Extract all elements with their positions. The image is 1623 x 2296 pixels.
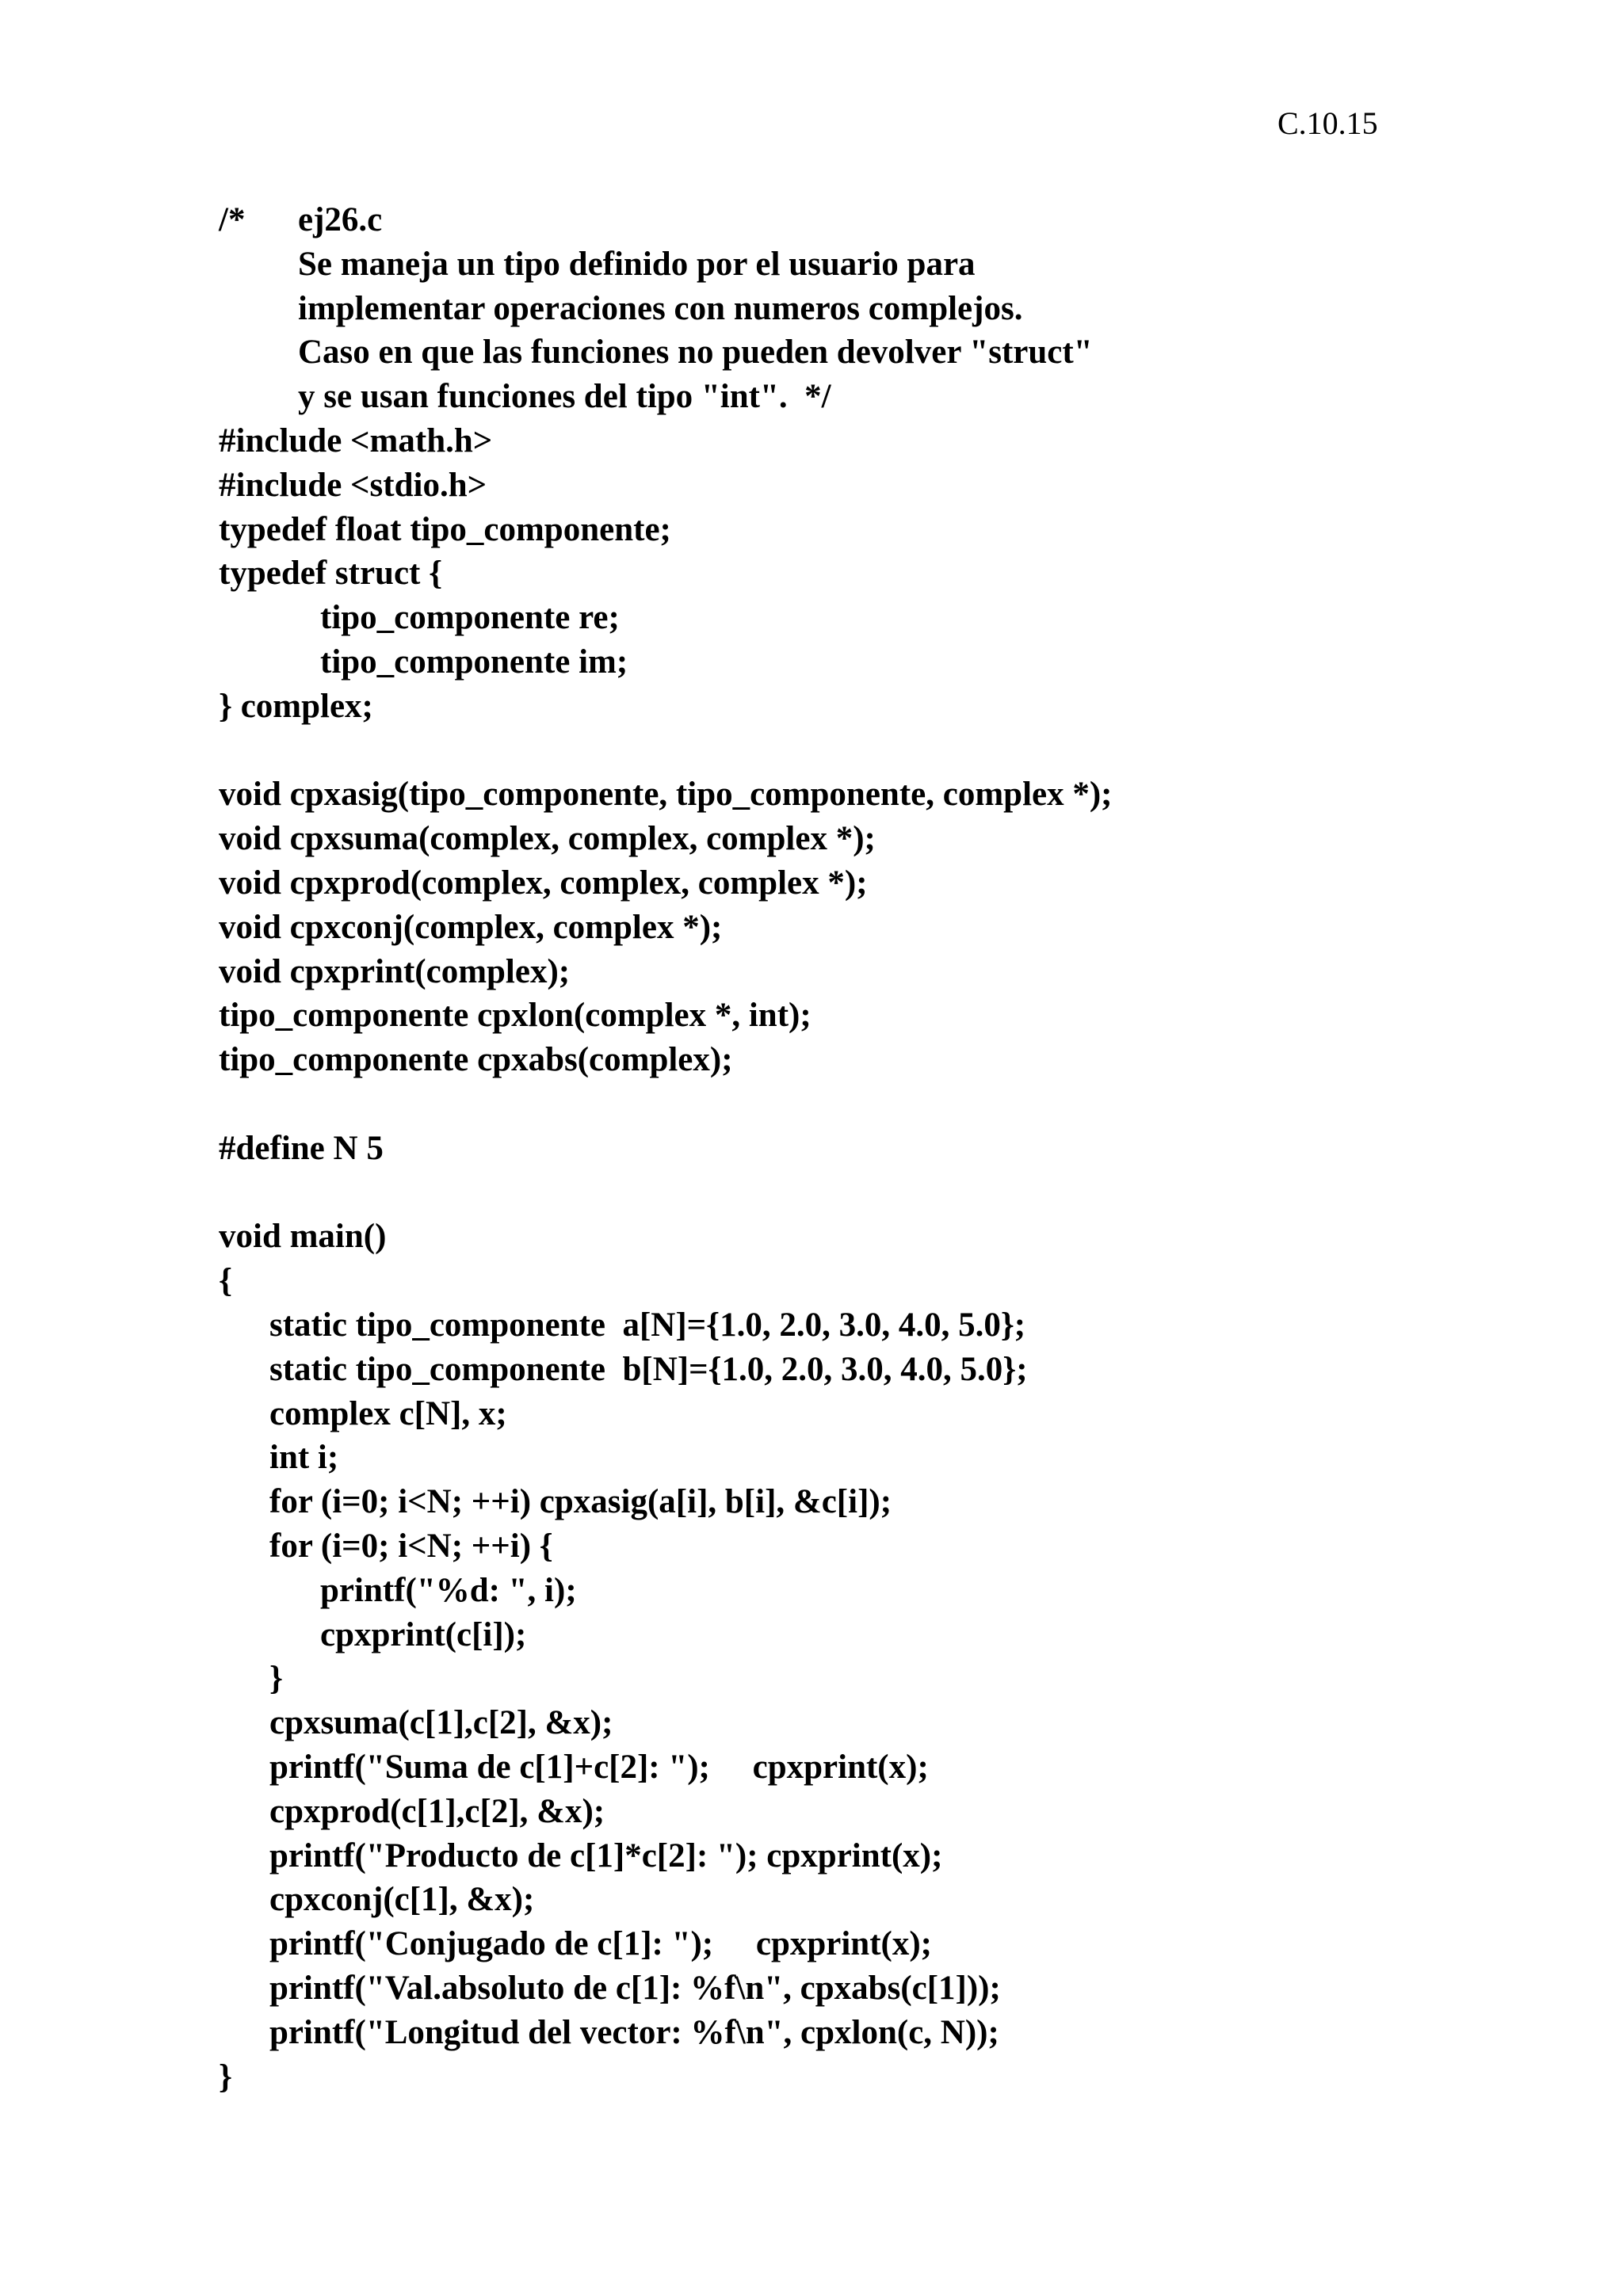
code-line: #include <stdio.h> xyxy=(219,466,487,504)
code-line: void cpxconj(complex, complex *); xyxy=(219,908,723,946)
code-line: tipo_componente im; xyxy=(320,643,628,681)
code-line: tipo_componente cpxabs(complex); xyxy=(219,1041,733,1079)
code-line: cpxconj(c[1], &x); xyxy=(269,1881,535,1919)
code-line: complex c[N], x; xyxy=(269,1394,507,1432)
code-line: Caso en que las funciones no pueden devolver "struct" xyxy=(298,334,1093,372)
code-line: cpxprod(c[1],c[2], &x); xyxy=(269,1792,605,1830)
code-line: } xyxy=(269,1660,283,1698)
code-line: int i; xyxy=(269,1439,339,1477)
code-line: static tipo_componente a[N]={1.0, 2.0, 3.0, 4.0, 5.0}; xyxy=(269,1306,1026,1344)
code-line: printf("Suma de c[1]+c[2]: "); cpxprint(x); xyxy=(269,1749,929,1786)
code-line: { xyxy=(219,1262,232,1300)
code-line: void cpxprod(complex, complex, complex *); xyxy=(219,864,868,902)
code-line: printf("Val.absoluto de c[1]: %f\n", cpxabs(c[1])); xyxy=(269,1970,1001,2007)
code-line: typedef struct { xyxy=(219,555,443,593)
code-line: ej26.c xyxy=(298,201,383,238)
code-line: printf("Conjugado de c[1]: "); cpxprint(x); xyxy=(269,1925,933,1963)
code-line: void main() xyxy=(219,1218,387,1256)
code-line: tipo_componente re; xyxy=(320,599,620,637)
code-line: cpxsuma(c[1],c[2], &x); xyxy=(269,1704,613,1742)
code-line: static tipo_componente b[N]={1.0, 2.0, 3.0, 4.0, 5.0}; xyxy=(269,1350,1028,1388)
code-line: printf("Longitud del vector: %f\n", cpxlon(c, N)); xyxy=(269,2013,999,2051)
code-line: typedef float tipo_componente; xyxy=(219,510,671,548)
code-line: y se usan funciones del tipo "int". */ xyxy=(298,378,831,416)
code-line: for (i=0; i<N; ++i) { xyxy=(269,1527,553,1565)
page-number: C.10.15 xyxy=(1277,105,1378,141)
code-line: void cpxasig(tipo_componente, tipo_componente, complex *); xyxy=(219,776,1113,814)
code-line: tipo_componente cpxlon(complex *, int); xyxy=(219,997,812,1035)
code-line: void cpxsuma(complex, complex, complex *); xyxy=(219,820,876,858)
code-line: #define N 5 xyxy=(219,1129,384,1167)
code-line: /* xyxy=(219,201,246,238)
code-line: cpxprint(c[i]); xyxy=(320,1615,527,1653)
code-line: } complex; xyxy=(219,687,373,725)
code-line: printf("Producto de c[1]*c[2]: "); cpxprint(x); xyxy=(269,1836,943,1875)
code-line: for (i=0; i<N; ++i) cpxasig(a[i], b[i], &c[i]); xyxy=(269,1483,892,1521)
code-line: } xyxy=(219,2058,232,2096)
code-line: Se maneja un tipo definido por el usuario para xyxy=(298,245,976,283)
code-line: implementar operaciones con numeros complejos. xyxy=(298,289,1023,327)
code-line: printf("%d: ", i); xyxy=(320,1571,577,1609)
code-line: #include <math.h> xyxy=(219,422,493,460)
code-line: void cpxprint(complex); xyxy=(219,952,571,990)
